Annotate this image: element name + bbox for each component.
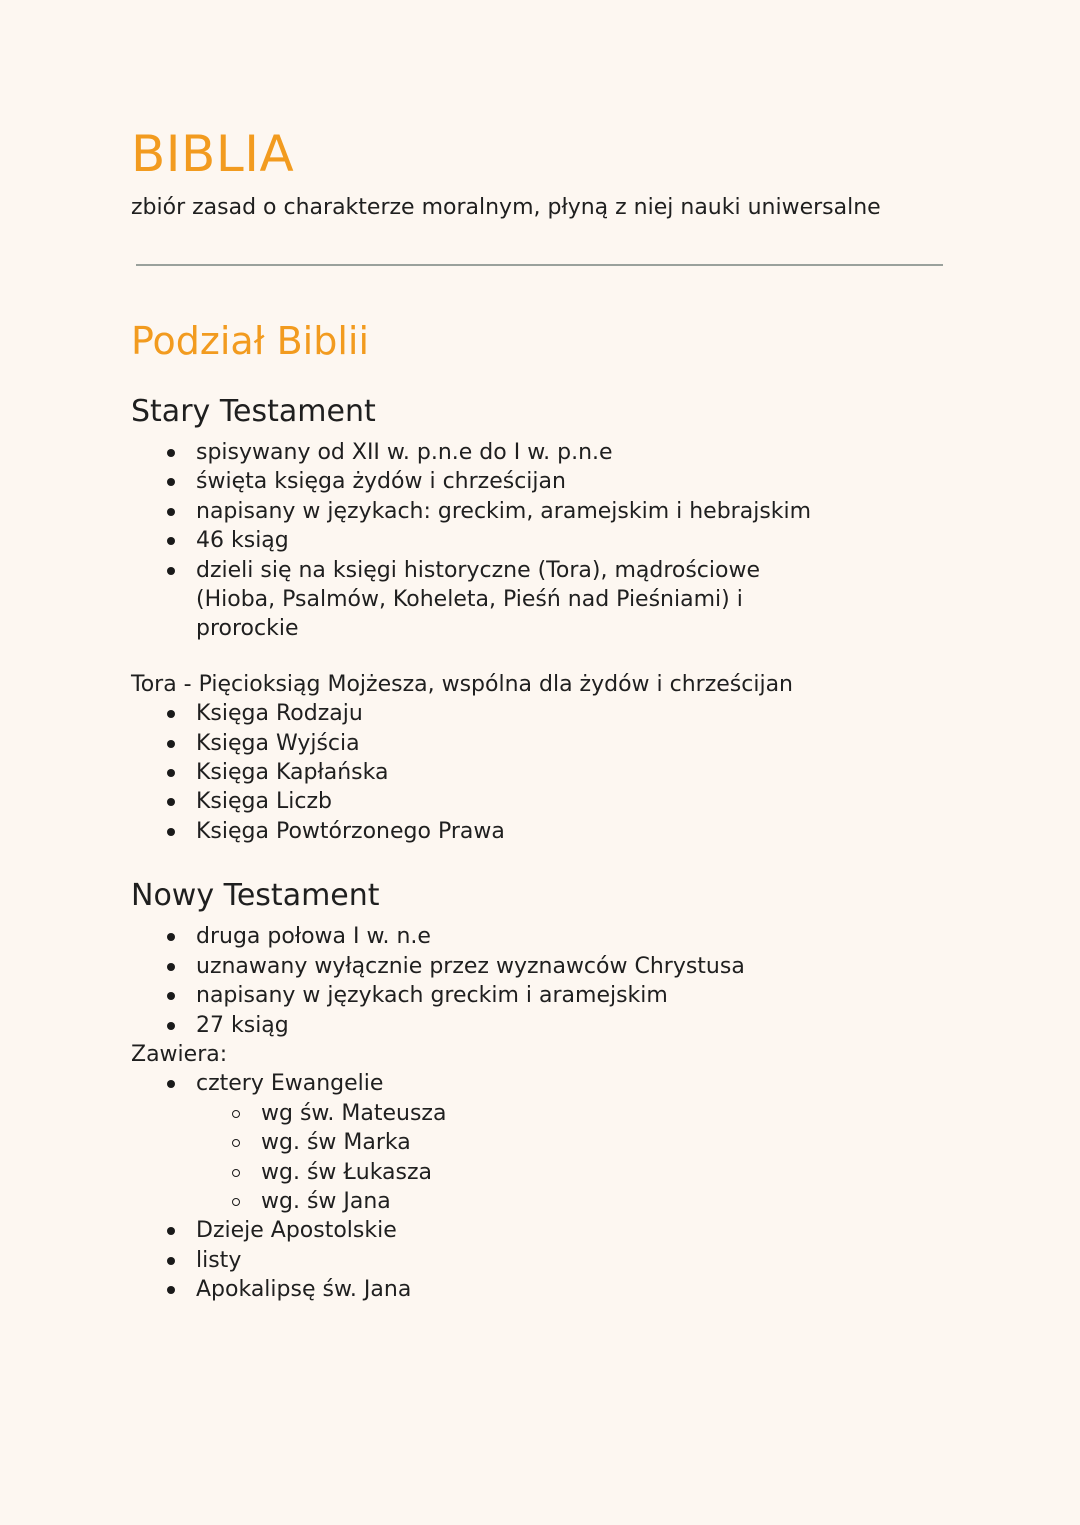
list-item: dzieli się na księgi historyczne (Tora), mądrościowe (Hioba, Psalmów, Koheleta, Pieśń nad Pieśniami) i prorockie — [131, 556, 951, 644]
list-item: Księga Kapłańska — [131, 758, 951, 787]
list-item: Księga Liczb — [131, 787, 951, 816]
list-item: święta księga żydów i chrześcijan — [131, 467, 951, 496]
sublist-item: wg. św Łukasza — [196, 1158, 951, 1187]
new-testament-list — [131, 922, 951, 1040]
list-item: druga połowa I w. n.e — [131, 922, 951, 951]
sublist-item: wg. św Jana — [196, 1187, 951, 1216]
sublist-item: wg. św Marka — [196, 1128, 951, 1157]
list-item: uznawany wyłącznie przez wyznawców Chrystusa — [131, 952, 951, 981]
list-item: napisany w językach greckim i aramejskim — [131, 981, 951, 1010]
contents-list — [131, 1069, 951, 1304]
list-item: 46 ksiąg — [131, 526, 951, 555]
gospels-label: cztery Ewangelie — [196, 1071, 384, 1097]
divider — [136, 264, 943, 266]
list-item: Dzieje Apostolskie — [131, 1216, 951, 1245]
old-testament-list — [131, 438, 951, 644]
list-item: Księga Rodzaju — [131, 699, 951, 728]
list-item: napisany w językach: greckim, aramejskim i hebrajskim — [131, 497, 951, 526]
tora-line: Tora - Pięcioksiąg Mojżesza, wspólna dla żydów i chrześcijan — [131, 671, 793, 697]
new-testament-heading: Nowy Testament — [131, 878, 380, 914]
page-title: BIBLIA — [131, 125, 295, 183]
page-subtitle: zbiór zasad o charakterze moralnym, płyną z niej nauki uniwersalne — [131, 195, 881, 220]
contains-label: Zawiera: — [131, 1041, 228, 1067]
section-title: Podział Biblii — [131, 319, 370, 363]
list-item: Księga Powtórzonego Prawa — [131, 817, 951, 846]
list-item: 27 ksiąg — [131, 1011, 951, 1040]
list-item: Księga Wyjścia — [131, 729, 951, 758]
list-item: Apokalipsę św. Jana — [131, 1275, 951, 1304]
list-item: spisywany od XII w. p.n.e do I w. p.n.e — [131, 438, 951, 467]
old-testament-heading: Stary Testament — [131, 394, 376, 429]
document-page — [131, 124, 951, 1305]
sublist-item: wg św. Mateusza — [196, 1099, 951, 1128]
list-item — [131, 1069, 951, 1216]
list-item: listy — [131, 1246, 951, 1275]
gospels-sublist — [196, 1099, 951, 1217]
tora-list — [131, 699, 951, 846]
